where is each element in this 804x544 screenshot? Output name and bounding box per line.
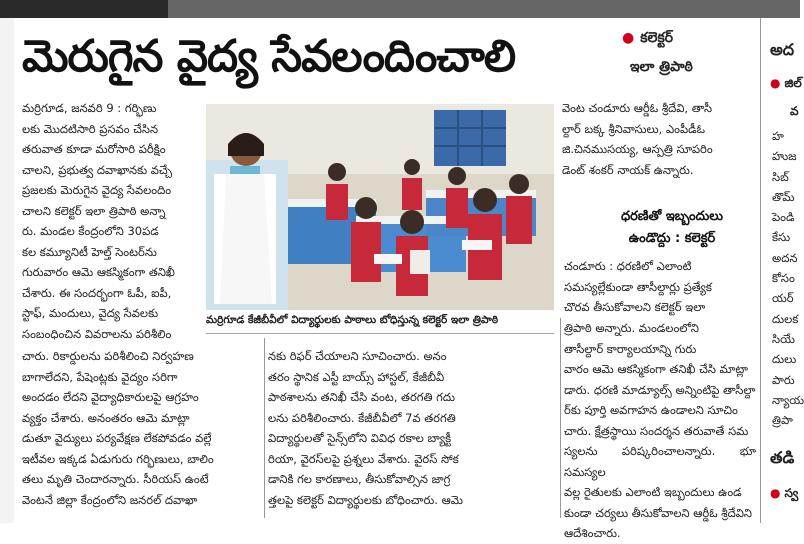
text-line: తొమ్ <box>772 189 795 204</box>
column-divider <box>264 338 265 518</box>
text-line: త్తలపై కలెక్టర్ విద్యార్థులకు బోధించారు. ఆమె <box>268 492 463 507</box>
text-line: విద్యార్థులతో సైన్స్‌లోని వివిధ రకాల బ్యాక్టీ <box>268 431 452 445</box>
column-2 <box>268 346 556 518</box>
text-line: చారు. రికార్డులను పరిశీలించి నిర్వహణ <box>22 349 194 363</box>
bullet-icon: ● <box>770 76 781 90</box>
text-line: ఆదేశించారు. <box>564 526 621 540</box>
text-line: డానికి గల కారణాలు, తీసుకోవాల్సిన జాగ్ర <box>268 472 451 486</box>
text-line: చండూరు : ధరణిలో ఎలాంటి <box>564 259 692 273</box>
text-line: యర్ <box>772 291 794 306</box>
newspaper-page <box>0 18 804 540</box>
text-line: హ <box>772 129 784 143</box>
byline <box>622 30 752 78</box>
article-headline: మెరుగైన వైద్య సేవలందించాలి <box>22 31 516 82</box>
text-line: ఇటీవల ఇక్కడ ఏడుగురు గర్భిణులు, బాలిం <box>22 451 214 466</box>
text-line: ర్‌కు పూర్తి అవగాహన ఉండాలని సూచిం <box>564 403 738 417</box>
photo-caption: మర్రిగూడ కేజీబీవీలో విద్యార్థులకు పాఠాలు బోధిస్తున్న కలెక్టర్ ఇలా త్రిపాఠి <box>206 314 554 334</box>
top-bar-mid-segment <box>168 0 800 18</box>
article-photo <box>206 104 554 310</box>
text-line: త్రిపాఠి అన్నారు. మండలంలోని <box>564 321 699 335</box>
text-line: బాగాలేదని, పేషెంట్లకు వైద్యం సరిగా <box>22 369 178 384</box>
text-line: నకు రిఫర్ చేయాలని సూచించారు. అనం <box>268 349 447 363</box>
text-line: లకు మొదటిసారి ప్రసవం చేసిన <box>22 121 159 136</box>
text-line: గురువారం ఆమె ఆకస్మికంగా తనిఖీ <box>22 265 175 279</box>
column-divider <box>760 18 761 523</box>
classroom-photo-illustration <box>206 104 554 310</box>
adjacent-article-headline-2: తడి <box>770 448 795 467</box>
column-divider <box>560 318 561 518</box>
text-line: జి.చినముసయ్య, ఆస్పత్రి సూపరిం <box>562 142 713 156</box>
column-1-top <box>22 98 200 343</box>
text-line: తాసీల్దార్ కార్యాలయాన్ని గురు <box>564 341 697 356</box>
text-line: స్యలను పరిష్కరించాలన్నారు. భూ సమస్యల <box>564 444 756 479</box>
text-line: అదన <box>772 250 798 265</box>
text-line: లను పరిశీలించారు. కేజీబీవీలో 7వ తరగతి <box>268 410 456 425</box>
subheadline <box>562 206 782 250</box>
text-line: దులు <box>772 352 797 367</box>
bullet-icon: ● <box>622 30 635 46</box>
text-line: చారు. క్షేత్రస్థాయి సందర్శన తరువాతే సమ <box>564 423 749 438</box>
text-line: వెంటనే జిల్లా కేంద్రంలోని జనరల్ దవాఖా <box>22 492 198 507</box>
page-gutter <box>0 18 14 523</box>
bullet-icon: ● <box>770 486 781 500</box>
column-3-bottom-a <box>564 256 756 318</box>
subheadline-line: ధరణితో ఇబ్బందులు <box>621 209 723 224</box>
adjacent-byline-text: జిల్ <box>784 76 802 90</box>
text-line: ప్రజలకు మెరుగైన వైద్య సేవలందిం <box>22 183 172 197</box>
text-line: సంబంధించిన వివరాలను పరిశీలిం <box>22 326 172 341</box>
text-line: త్రిపా <box>772 413 793 428</box>
text-line: పెండి <box>772 210 795 225</box>
adjacent-article-headline: అద <box>770 40 795 59</box>
text-line: చేశారు. ఈ సందర్భంగా ఓపీ, ఐపీ, <box>22 285 172 300</box>
text-line: సిబ్ <box>772 169 789 184</box>
text-line: పారు <box>772 372 795 387</box>
text-line: కుండా చర్యలు తీసుకోవాలని ఆర్డీఓ శ్రీదేవిని <box>564 505 752 520</box>
column-1-bottom <box>22 346 258 518</box>
text-line: చాలని కలెక్టర్ ఇలా త్రిపాఠి అన్నా <box>22 203 166 218</box>
text-line: డుతూ వైద్యులు పర్యవేక్షణ లేకపోవడం వల్లే <box>22 431 212 445</box>
text-line: మర్రిగూడ, జనవరి 9 : గర్భిణు <box>22 101 157 115</box>
text-line: హుజ <box>772 149 797 164</box>
text-line: చాలని, ప్రభుత్వ దవాఖానకు వచ్చే <box>22 162 173 177</box>
text-line: వారం ఆమె ఆకస్మికంగా తనిఖీ చేసి మాట్లా <box>564 362 748 376</box>
text-line: రు. మండల కేంద్రంలోని 30పడ <box>22 224 159 238</box>
text-line: కోసం <box>772 271 795 286</box>
browser-top-bar <box>0 0 800 18</box>
text-line: కల కమ్యూనిటీ హెల్త్ సెంటర్‌ను <box>22 244 157 259</box>
text-line: ల్దార్ బక్క శ్రీనివాసులు, ఎంపీడీఓ <box>562 121 706 136</box>
column-3-bottom-b <box>564 318 756 540</box>
text-line: వ్యక్తం చేశారు. అనంతరం ఆమె మాట్లా <box>22 410 190 425</box>
text-line: తరువాత కూడా మరోసారి పరీక్షిం <box>22 142 166 156</box>
adjacent-byline-text-2: స్వ <box>784 486 799 500</box>
text-line: అందడం లేదని వైద్యాధికారులపై ఆగ్రహం <box>22 390 199 404</box>
text-line: స్టాఫ్, మందులు, వైద్య సేవలకు <box>22 306 159 320</box>
text-line: చొరవ తీసుకోవాలని కలెక్టర్ ఇలా <box>564 300 706 314</box>
text-line: సియే <box>772 331 795 346</box>
byline-title: కలెక్టర్ <box>640 30 674 46</box>
text-line: పాఠశాలను తనిఖీ చేసి వంట, తరగతి గదు <box>268 390 455 404</box>
text-line: తలు మృతి చెందారన్నారు. సీరియస్ ఉంటే <box>22 472 209 486</box>
text-line: వల్ల రైతులకు ఎలాంటి ఇబ్బందులు ఉండ <box>564 485 742 499</box>
text-line: తరం స్థానిక ఎస్టీ బాయ్స్ హాస్టల్, కేజీబీవీ <box>268 369 445 384</box>
text-line: న్యాయ <box>772 392 804 407</box>
adjacent-article-subhead: వ <box>790 104 799 118</box>
text-line: డారు. ధరణి మాడ్యూల్స్ అన్నింటిపై తాసీల్దా <box>564 382 756 397</box>
adjacent-article-column <box>772 126 804 430</box>
adjacent-article-byline-2 <box>770 486 798 503</box>
text-line: కేసు <box>772 230 791 245</box>
text-line: వెంట చండూరు ఆర్డీఓ శ్రీదేవి, తాసీ <box>562 101 713 115</box>
subheadline-line: ఉండొద్దు : కలెక్టర్ <box>628 231 716 246</box>
text-line: డెంట్ శంకర్ నాయక్ ఉన్నారు. <box>562 162 694 177</box>
column-3-top <box>562 98 756 184</box>
text-line: దులక <box>772 311 799 326</box>
top-bar-dark-segment <box>0 0 168 18</box>
text-line: సమస్యల్లేకుండా తాసీల్దార్లు ప్రత్యేక <box>564 279 712 294</box>
byline-name: ఇలా త్రిపాఠి <box>630 59 693 75</box>
text-line: రియా, వైరస్‌లపై ప్రశ్నలు వేశారు. వైరస్ సోక <box>268 451 459 466</box>
adjacent-article-byline <box>770 76 802 93</box>
